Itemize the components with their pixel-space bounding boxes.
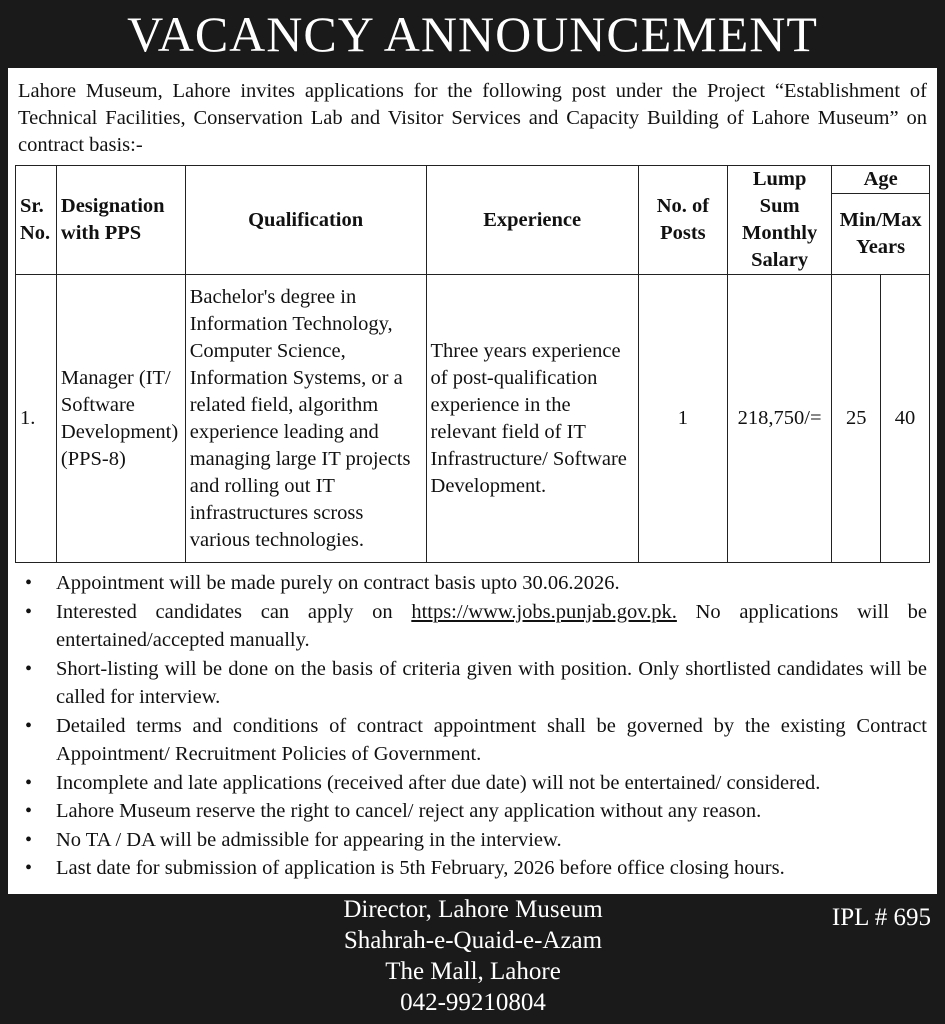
cell-no-of-posts: 1 [638,275,727,563]
header-sr-no: Sr. No. [16,166,57,275]
bullet-icon: • [25,857,33,879]
contact-line-director: Director, Lahore Museum [343,896,603,923]
term-text: Detailed terms and conditions of contract appointment shall be governed by the existing Contract Appointment/ Recruitment Policies of Government. [56,714,927,765]
term-text: Short-listing will be done on the basis of criteria given with position. Only shortlisted candidates will be called for interview. [56,657,927,708]
header-age: Age [832,166,930,194]
term-text: Last date for submission of application is 5th February, 2026 before office closing hours. [56,857,785,879]
contact-line-city: The Mall, Lahore [385,958,561,985]
announcement-body [8,68,937,894]
list-item [18,769,927,798]
term-text: Lahore Museum reserve the right to cancel/ reject any application without any reason. [56,800,762,822]
title-banner [0,0,945,68]
list-item [18,598,927,655]
list-item [18,655,927,712]
list-item [18,854,927,883]
table-row [16,275,930,563]
term-text: No applications will be entertained/accepted manually. [56,600,928,651]
term-text: Incomplete and late applications (received after due date) will not be entertained/ considered. [56,771,821,794]
page-title: VACANCY ANNOUNCEMENT [127,6,818,62]
bullet-icon: • [25,600,33,623]
bullet-icon: • [25,828,33,851]
list-item [18,797,927,826]
cell-sr-no: 1. [16,275,57,563]
ipl-number: IPL # 695 [831,904,931,931]
terms-list [18,569,927,883]
intro-paragraph: Lahore Museum, Lahore invites applications for the following post under the Project “Establishment of Technical Facilities, Conservation Lab and Visitor Services and Capacity Building of Lahore Museum” on contract basis:- [18,80,927,156]
header-qualification: Qualification [185,166,426,275]
bullet-icon: • [25,771,33,794]
bullet-icon: • [25,657,33,680]
vacancy-table [15,165,930,563]
jobs-portal-link[interactable]: https://www.jobs.punjab.gov.pk. [411,600,677,623]
cell-experience: Three years experience of post-qualification experience in the relevant field of IT Infrastructure/ Software Development. [426,275,638,563]
term-text: Appointment will be made purely on contract basis upto 30.06.2026. [56,572,620,594]
header-no-of-posts: No. of Posts [638,166,727,275]
cell-age-max: 40 [881,275,930,563]
cell-age-min: 25 [832,275,881,563]
bullet-icon: • [25,572,33,594]
list-item [18,569,927,598]
header-designation: Designation with PPS [56,166,185,275]
cell-designation: Manager (IT/ Software Development) (PPS-8) [56,275,185,563]
header-age-min-max: Min/Max Years [832,194,930,275]
header-experience: Experience [426,166,638,275]
term-text: No TA / DA will be admissible for appearing in the interview. [56,828,562,851]
term-text: Interested candidates can apply on [56,600,412,623]
list-item [18,826,927,855]
table-header-row [16,166,930,194]
footer-contact [0,894,945,1024]
cell-salary: 218,750/= [727,275,831,563]
list-item [18,712,927,769]
bullet-icon: • [25,800,33,822]
contact-phone: 042-99210804 [400,989,546,1016]
contact-line-street: Shahrah-e-Quaid-e-Azam [343,927,603,954]
header-salary: Lump Sum Monthly Salary [727,166,831,275]
bullet-icon: • [25,714,33,737]
cell-qualification: Bachelor's degree in Information Technology, Computer Science, Information Systems, or a related field, algorithm experience leading and managing large IT projects and rolling out IT infrastructures scross various technologies. [185,275,426,563]
contact-address [300,894,646,1018]
